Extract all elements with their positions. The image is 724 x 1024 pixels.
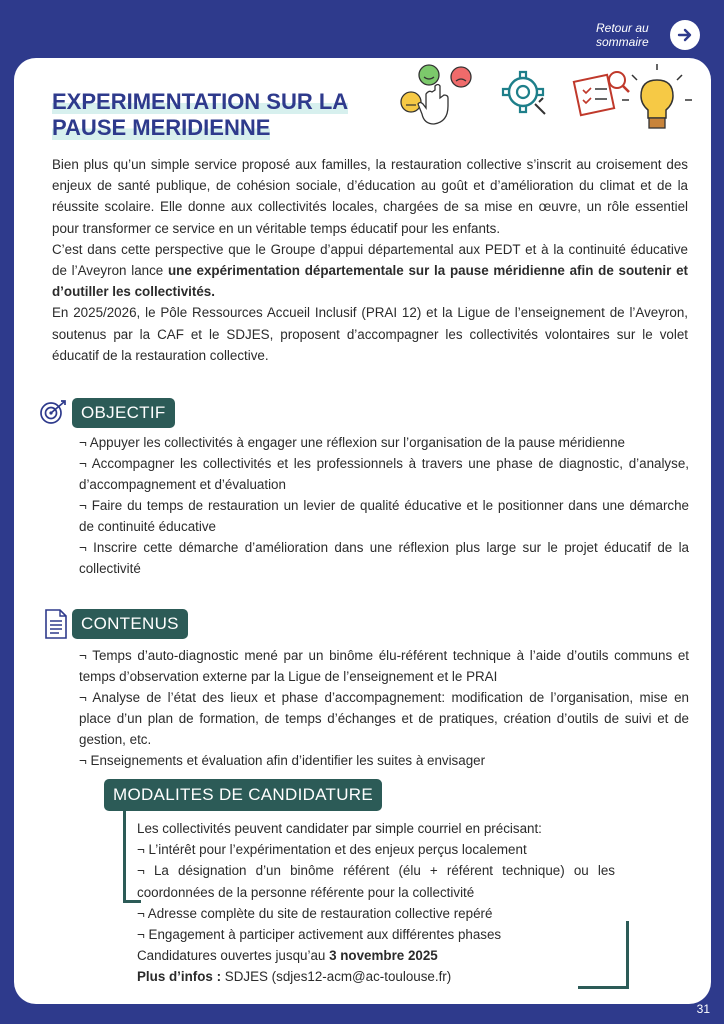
list-item: ¬ Accompagner les collectivités et les professionnels à travers une phase de diagnostic, d’analyse, d’accompagnement et d’évaluation [79,456,689,492]
list-item: ¬ Inscrire cette démarche d’amélioration dans une réflexion plus large sur le projet éducatif de la collectivité [79,540,689,576]
smiley-feedback-icon [401,65,471,124]
deadline-date: 3 novembre 2025 [329,948,438,964]
objectif-list [79,432,689,579]
header-illustrations [395,62,705,140]
page-number: 31 [696,1002,710,1016]
intro-paragraph-3: En 2025/2026, le Pôle Ressources Accueil Inclusif (PRAI 12) et la Ligue de l’enseignement de l’Aveyron, soutenus par la CAF et le SDJES, proposent d’accompagner les collectivités volontaires sur le volet éducatif de la restauration collective. [52,305,688,363]
title-line-1: EXPERIMENTATION SUR LA [52,89,349,114]
list-item: ¬ Temps d’auto-diagnostic mené par un binôme élu-référent technique à l’aide d’outils communs et temps d’observation externe par la Ligue de l’enseignement et le PRAI [79,648,689,684]
back-to-summary-link[interactable] [596,20,700,50]
deadline [137,945,615,966]
list-item: ¬ Faire du temps de restauration un levier de qualité éducative et le positionner dans une démarche de continuité éducative [79,498,689,534]
list-item: ¬ Appuyer les collectivités à engager une réflexion sur l’organisation de la pause méridienne [79,435,626,450]
top-bar [0,0,724,60]
objectif-heading: OBJECTIF [72,398,175,428]
gear-settings-icon [503,72,545,114]
page-title [52,89,392,141]
list-item: ¬ La désignation d’un binôme référent (élu + référent technique) ou les coordonnées de la personne référente pour la collectivité [137,863,615,900]
intro-paragraph-1: Bien plus qu’un simple service proposé aux familles, la restauration collective s’inscrit au croisement des enjeux de santé publique, de cohésion sociale, d’éducation au goût et d’amélioration du climat et de la réussite scolaire. Elle donne aux collectivités locales, chargées de sa mise en œuvre, un rôle essentiel pour transformer ce service en un véritable temps éducatif pour les enfants. [52,157,688,236]
modalites-heading: MODALITES DE CANDIDATURE [104,779,382,811]
contenus-heading: CONTENUS [72,609,188,639]
more-info-contact[interactable]: SDJES (sdjes12-acm@ac-toulouse.fr) [221,969,452,985]
intro-text [52,154,688,366]
intro-paragraph-2-bold: une expérimentation départementale sur la pause méridienne afin de soutenir et d’outiller les collectivités. [52,263,688,300]
back-label: Retour au sommaire [596,21,649,49]
checklist-magnifier-icon [574,72,629,115]
list-item: ¬ L’intérêt pour l’expérimentation et des enjeux perçus localement [137,842,527,858]
intro-paragraph-2 [52,239,688,303]
modalites-text [137,818,615,988]
list-item: ¬ Analyse de l’état des lieux et phase d’accompagnement: modification de l’organisation, mise en place d’un plan de formation, de temps d’échanges et de pratiques, création d’outils de suivi et de gestion, etc. [79,690,689,747]
divider [626,921,629,989]
list-item: ¬ Enseignements et évaluation afin d’identifier les suites à envisager [79,753,486,768]
modalites-intro: Les collectivités peuvent candidater par simple courriel en précisant: [137,821,542,836]
target-icon [39,399,69,430]
deadline-text: Candidatures ouvertes jusqu’au [137,948,330,964]
title-line-2: PAUSE MERIDIENNE [52,115,271,140]
more-info [137,966,615,987]
more-info-label: Plus d’infos : [137,969,222,985]
intro-paragraph-2-text: C’est dans cette perspective que le Groupe d’appui départemental aux PEDT et à la continuité éducative de l’Aveyron lance [52,241,688,279]
divider [123,811,126,902]
document-icon [44,609,68,644]
list-item: ¬ Engagement à participer activement aux différentes phases [137,927,502,943]
list-item: ¬ Adresse complète du site de restauration collective repéré [137,905,493,921]
lightbulb-icon [622,64,692,128]
contenus-list [79,645,689,771]
arrow-right-icon[interactable] [670,20,700,50]
